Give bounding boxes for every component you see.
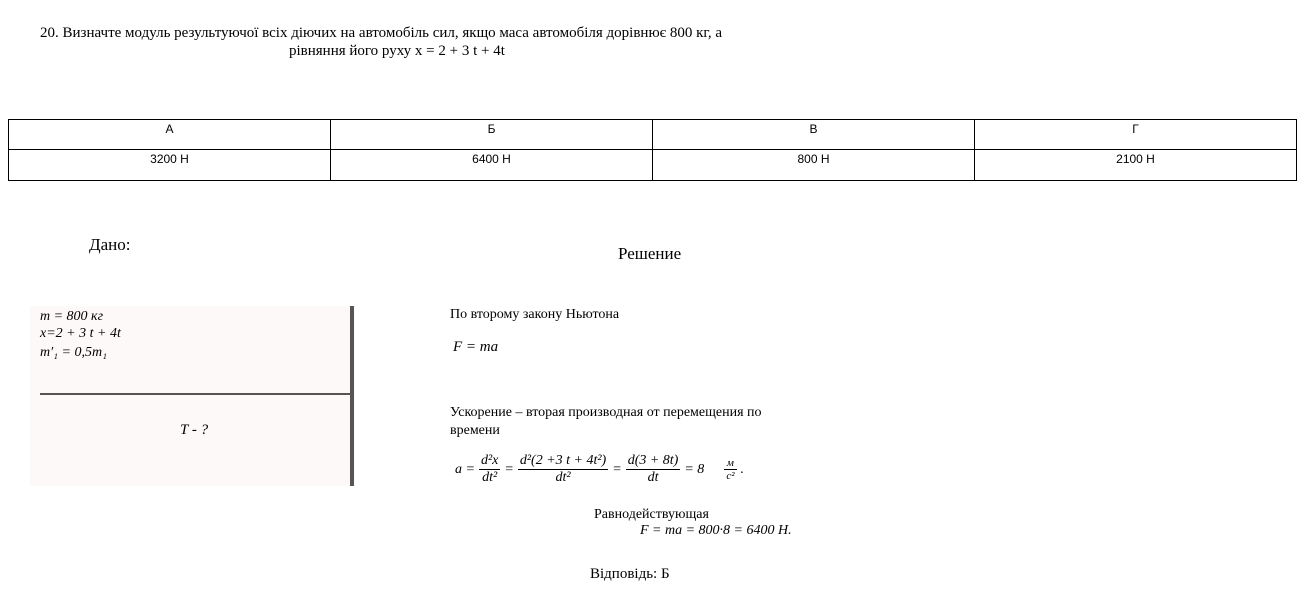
equals-sign-1: = [504, 461, 514, 477]
formula-a: a = [455, 461, 475, 477]
newton-formula: F = ma [453, 339, 499, 355]
answer-header-v: В [653, 120, 975, 150]
equals-eight: = 8 [684, 461, 705, 477]
given-mass-ratio: m′₁ = 0,5m₁ [40, 345, 107, 360]
formula-period: . [740, 461, 744, 477]
fraction-3 [626, 453, 681, 486]
unit-num: м [724, 457, 736, 470]
answer-header-a: А [9, 120, 331, 150]
fraction-1-num: d²x [480, 453, 499, 468]
acceleration-formula [455, 453, 744, 486]
newton-law-text: По второму закону Ньютона [450, 307, 620, 322]
answers-values-row [9, 150, 1297, 181]
given-find: T - ? [180, 422, 209, 438]
answers-header-row [9, 120, 1297, 150]
fraction-2-num: d²(2 +3 t + 4t²) [519, 453, 607, 468]
given-box [30, 306, 355, 486]
given-title: Дано: [89, 235, 131, 254]
fraction-1 [479, 453, 500, 486]
fraction-2-den: dt² [555, 470, 571, 485]
acceleration-text-line-1: Ускорение – вторая производная от перемещения по [450, 405, 762, 420]
answer-header-g: Г [975, 120, 1297, 150]
fraction-2 [518, 453, 608, 486]
acceleration-text-line-2: времени [450, 423, 500, 438]
given-motion-equation: x=2 + 3 t + 4t [40, 326, 121, 341]
question-text-line-2: рівняння його руху x = 2 + 3 t + 4t [289, 43, 505, 59]
answer-header-b: Б [331, 120, 653, 150]
equals-sign-2: = [612, 461, 622, 477]
resultant-formula: F = ma = 800·8 = 6400 Н. [640, 523, 792, 538]
fraction-3-num: d(3 + 8t) [627, 453, 679, 468]
answer-value-v: 800 Н [653, 150, 975, 181]
unit-den: c² [726, 470, 735, 482]
solution-title: Решение [618, 244, 682, 263]
answers-table [8, 119, 1297, 181]
final-answer: Відповідь: Б [590, 566, 670, 582]
answer-value-a: 3200 Н [9, 150, 331, 181]
unit-fraction [724, 457, 736, 482]
given-divider [40, 393, 350, 395]
answer-value-b: 6400 Н [331, 150, 653, 181]
fraction-1-den: dt² [482, 470, 498, 485]
question-text-line-1: 20. Визначте модуль результуючої всіх діючих на автомобіль сил, якщо маса автомобіля дорівнює 800 кг, а [40, 25, 723, 41]
fraction-3-den: dt [647, 470, 659, 485]
resultant-label: Равнодействующая [594, 507, 709, 522]
answer-value-g: 2100 Н [975, 150, 1297, 181]
given-vertical-bar [350, 306, 354, 486]
given-mass: m = 800 кг [40, 309, 104, 324]
